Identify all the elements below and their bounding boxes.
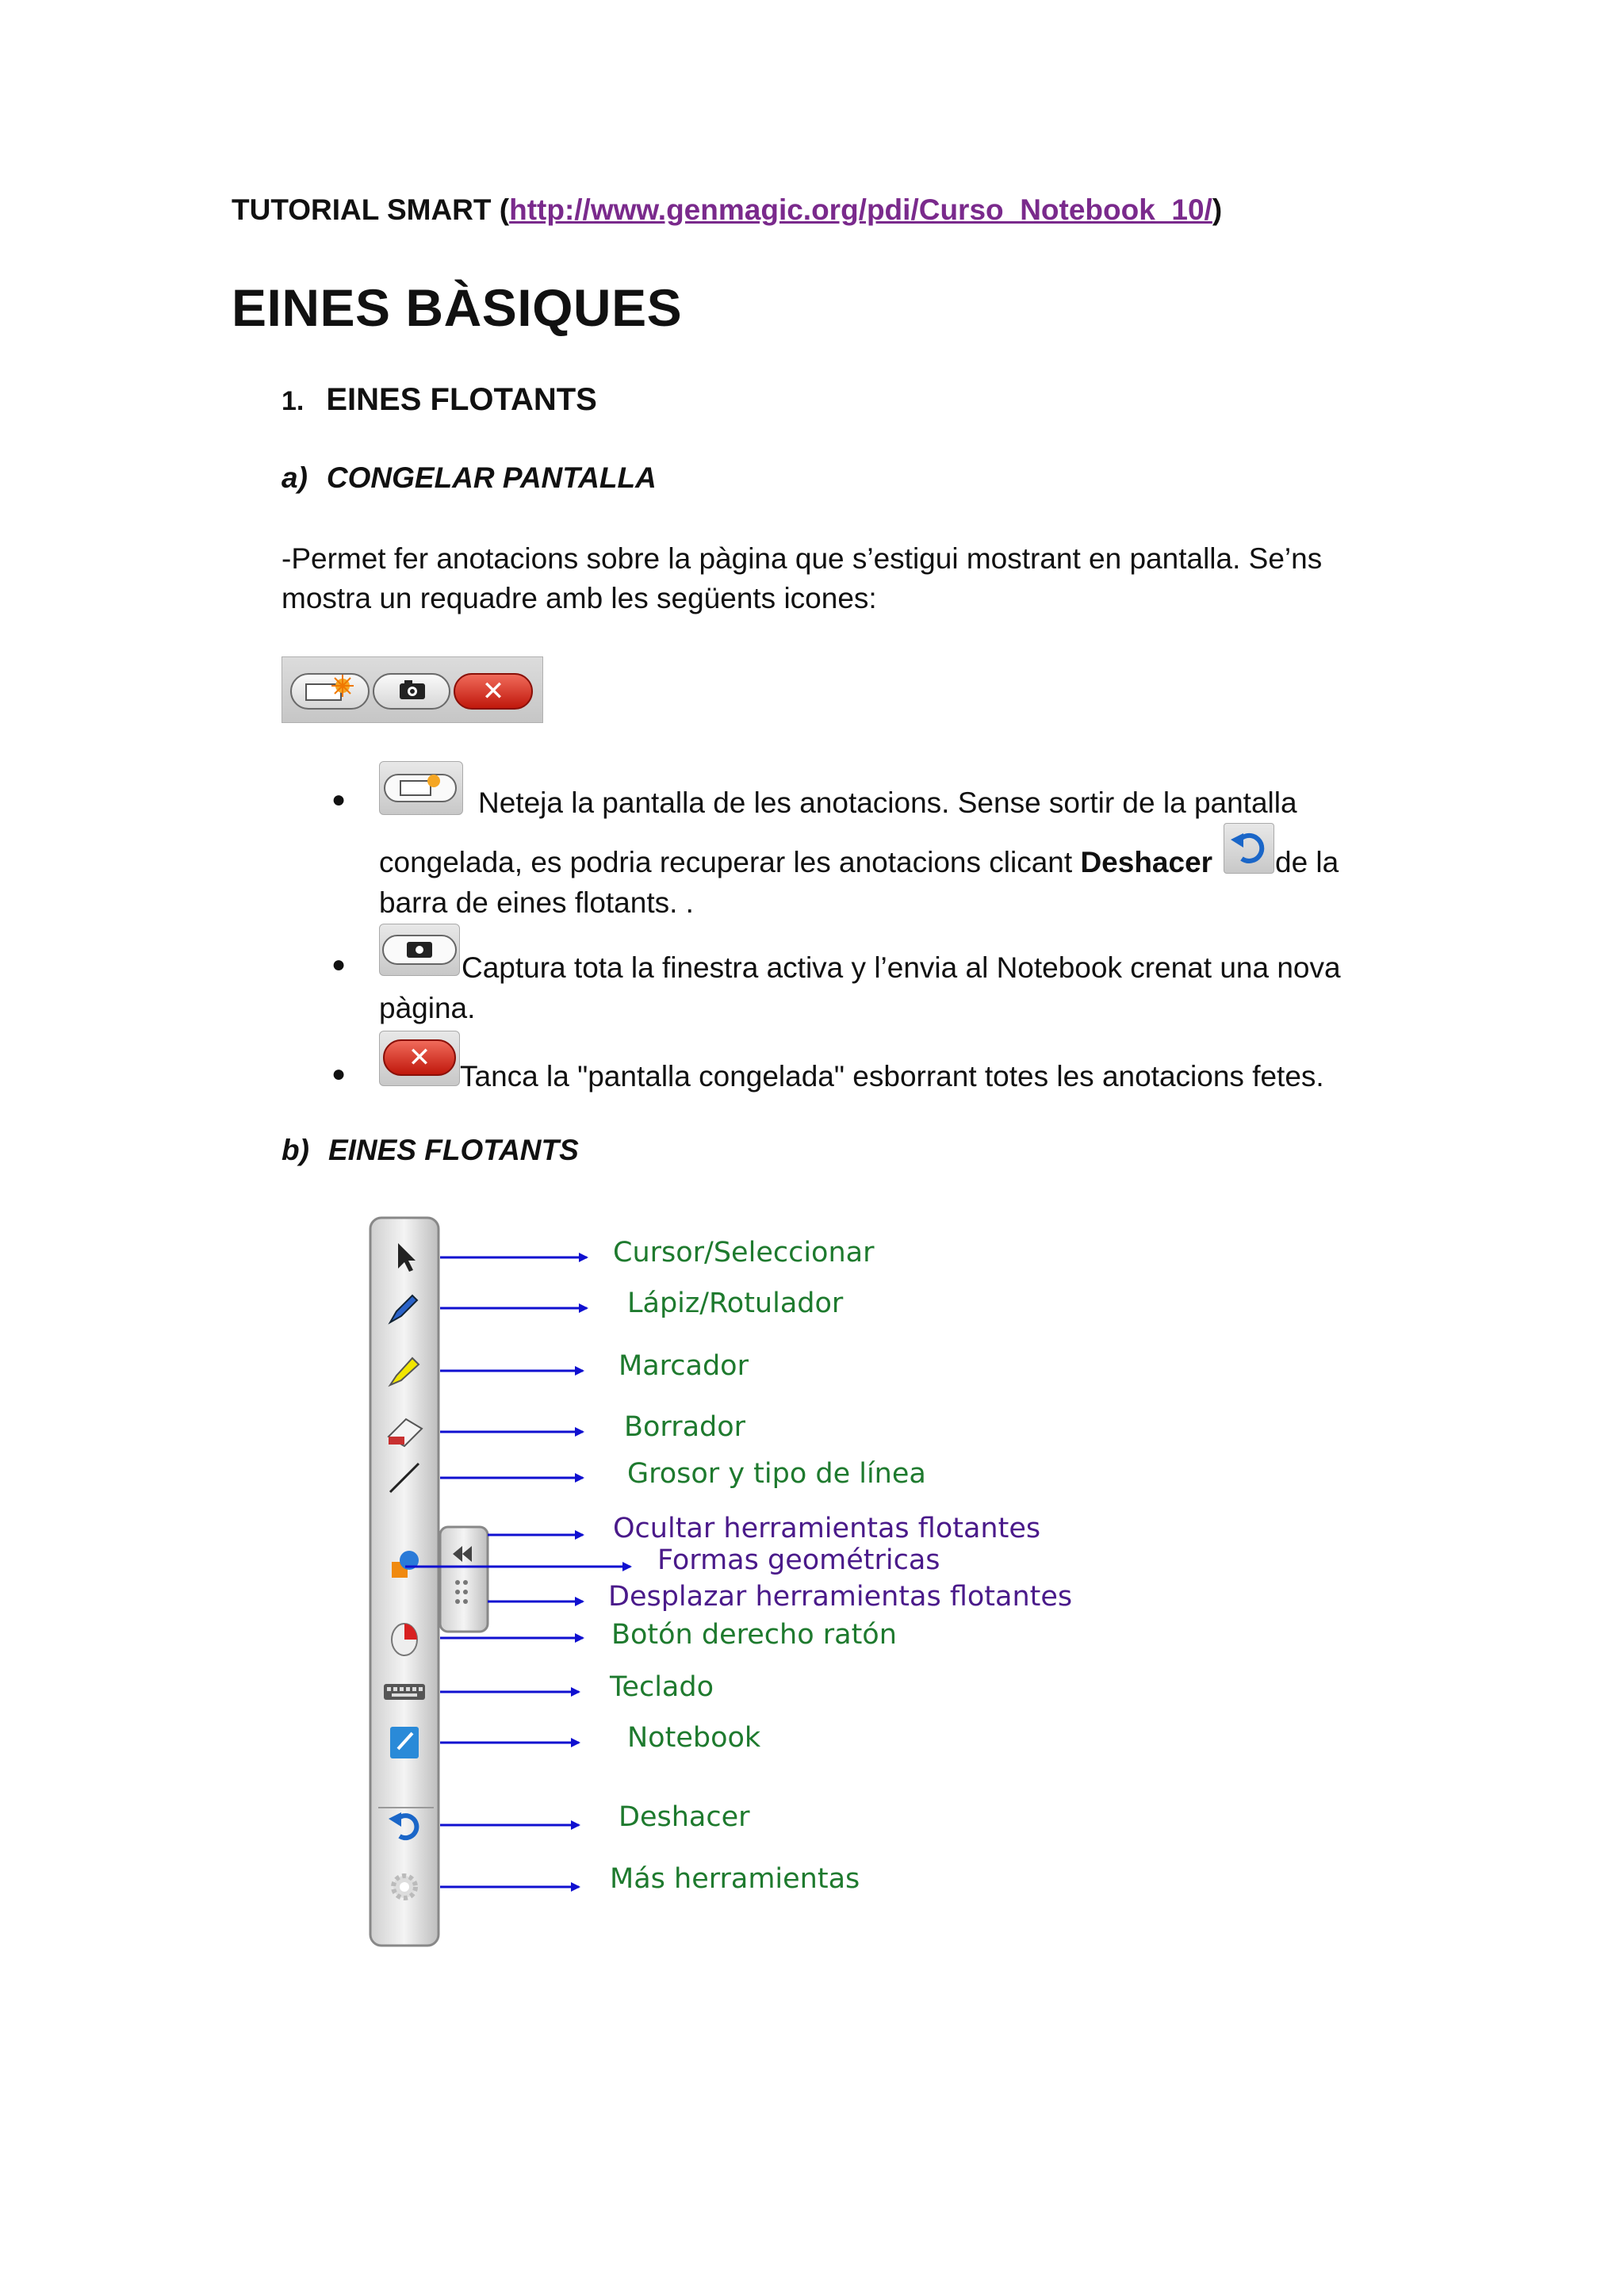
tool-label-cursor-seleccionar: Cursor/Seleccionar [613, 1237, 875, 1269]
clear-screen-icon [292, 675, 368, 708]
tool-label-formas-geometricas: Formas geométricas [657, 1544, 940, 1576]
subsection-a-heading [282, 461, 657, 495]
clear-annotations-icon-box [379, 761, 463, 815]
section-title: EINES FLOTANTS [326, 382, 597, 417]
bullet-dot: ● [331, 951, 347, 978]
tool-label-marcador: Marcador [619, 1350, 749, 1382]
tool-label-teclado: Teclado [610, 1671, 714, 1703]
tutorial-link[interactable]: http://www.genmagic.org/pdi/Curso_Notebook_10/ [509, 193, 1212, 226]
notebook-icon [390, 1727, 419, 1758]
tool-label-borrador: Borrador [624, 1411, 746, 1443]
subsection-a-letter: a) [282, 461, 308, 494]
close-freeze-button[interactable] [454, 673, 533, 710]
tutorial-header [232, 193, 1222, 227]
capture-line-1: Captura tota la finestra activa y l’envia al Notebook crenat una nova [462, 951, 1341, 984]
more-tools-icon [393, 1876, 416, 1898]
close-icon-box [379, 1031, 460, 1086]
tool-label-ocultar-herramientas-flotantes: Ocultar herramientas flotantes [613, 1513, 1041, 1544]
bullet-dot: ● [331, 1061, 347, 1087]
clear-line-2-pre: congelada, es podria recuperar les anotacions clicant [379, 846, 1081, 878]
camera-icon [374, 675, 449, 708]
close-icon: ✕ [383, 1039, 456, 1076]
section-heading [282, 382, 597, 418]
right-click-icon [392, 1624, 417, 1655]
tool-label-lapiz-rotulador: Lápiz/Rotulador [627, 1288, 844, 1319]
clear-line-3: barra de eines flotants. . [379, 886, 694, 919]
freeze-toolbar [282, 656, 543, 723]
capture-line-2: pàgina. [379, 992, 476, 1024]
floating-tools-diagram [361, 1213, 1114, 1950]
tool-label-mas-herramientas: Más herramientas [610, 1863, 860, 1895]
subsection-b-letter: b) [282, 1134, 309, 1166]
hide-tab-frame [440, 1527, 488, 1632]
clear-line-2-post: de la [1275, 846, 1339, 878]
undo-arrow-glyph [1224, 824, 1274, 873]
capture-button[interactable] [373, 673, 450, 710]
tutorial-suffix: ) [1212, 193, 1223, 226]
subsection-b-heading [282, 1134, 579, 1167]
section-number: 1. [282, 386, 304, 416]
subsection-a-title: CONGELAR PANTALLA [326, 461, 657, 494]
undo-icon [1224, 823, 1274, 874]
bullet-dot: ● [331, 786, 347, 813]
tool-label-boton-derecho-raton: Botón derecho ratón [611, 1619, 897, 1651]
camera-icon [380, 924, 459, 975]
subsection-b-title: EINES FLOTANTS [327, 1134, 579, 1166]
clear-line-2 [379, 843, 1212, 882]
tutorial-prefix: TUTORIAL SMART ( [232, 193, 510, 226]
tool-label-grosor-y-tipo-de-linea: Grosor y tipo de línea [627, 1458, 926, 1490]
keyboard-icon [384, 1684, 425, 1700]
tool-label-notebook: Notebook [627, 1722, 761, 1754]
intro-paragraph: -Permet fer anotacions sobre la pàgina que s’estigui mostrant en pantalla. Se’ns mostra un requadre amb les següents icones: [282, 542, 1323, 614]
tool-label-deshacer: Deshacer [619, 1801, 750, 1833]
close-line-1: Tanca la "pantalla congelada" esborrant totes les anotacions fetes. [460, 1060, 1324, 1093]
clear-line-1: Neteja la pantalla de les anotacions. Sense sortir de la pantalla [478, 786, 1297, 819]
undo-word: Deshacer [1080, 846, 1213, 878]
clear-annotations-button[interactable] [290, 673, 370, 710]
clear-screen-icon [380, 762, 462, 814]
tool-label-desplazar-herramientas-flotantes: Desplazar herramientas flotantes [608, 1581, 1073, 1613]
capture-icon-box [379, 924, 460, 976]
page-title: EINES BÀSIQUES [232, 278, 683, 337]
close-icon: ✕ [481, 676, 505, 706]
